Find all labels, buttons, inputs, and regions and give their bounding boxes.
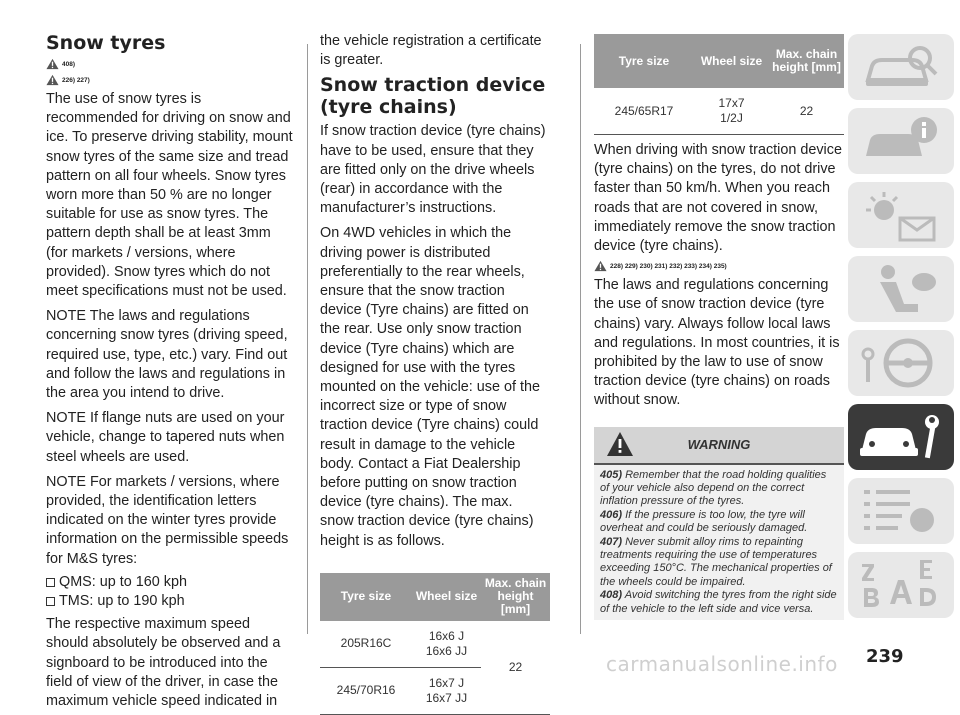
column-divider — [307, 44, 308, 634]
warning-number: 408) — [600, 589, 623, 602]
table-header-row — [594, 34, 844, 88]
watermark: carmanualsonline.info — [606, 652, 838, 676]
car-search-icon — [858, 40, 944, 94]
bullet-square-icon — [46, 578, 55, 587]
warning-item — [600, 536, 838, 590]
ref-numbers: 408) — [62, 60, 76, 68]
table-cell: 245/70R16 — [320, 667, 412, 714]
table-cell: 205R16C — [320, 621, 412, 668]
table-cell: 245/65R17 — [594, 88, 694, 135]
paragraph: The use of snow tyres is recommended for driving on snow and ice. To preserve driving stability, mount snow tyres of the same size and tread pattern on all four wheels. Snow tyres worn more than 50 % are no longer suitable for use as snow tyres. The pattern depth shall be at least 3mm (for markets / versions, where provided). Snow tyres which do not meet specifications must not be used. — [46, 91, 293, 300]
note: NOTE If flange nuts are used on your vehicle, change to tapered nuts when steel wheels are used. — [46, 410, 285, 465]
paragraph: When driving with snow traction device (tyre chains) on the tyres, do not drive faster than 50 km/h. When you reach roads that are not covered in snow, immediately remove the snow traction device (tyre chains). — [594, 142, 842, 255]
specifications-list-icon — [858, 484, 944, 538]
section-heading: Snow traction device (tyre chains) — [320, 74, 546, 119]
alphabet-index-icon — [858, 558, 944, 612]
steering-wheel-key-icon — [858, 336, 944, 390]
table-header: Tyre size — [594, 34, 694, 88]
list-item-text: QMS: up to 160 kph — [59, 573, 187, 590]
caution-refs — [594, 258, 844, 274]
chapter-tab-starting-driving[interactable] — [848, 330, 954, 396]
table-cell: 22 — [481, 621, 550, 715]
paragraph: the vehicle registration a certificate is greater. — [320, 33, 542, 69]
chapter-tab-car-info[interactable] — [848, 108, 954, 174]
chapter-tab-car-search[interactable] — [848, 34, 954, 100]
cell-line: 1/2J — [720, 111, 743, 125]
chapter-tab-index[interactable] — [848, 552, 954, 618]
caution-refs — [46, 72, 296, 88]
chapter-tab-in-an-emergency[interactable] — [848, 404, 954, 470]
page-number: 239 — [866, 646, 904, 667]
table-header: Wheel size — [412, 573, 481, 621]
warning-text: Remember that the road holding qualities of your vehicle also depend on the correct inflation pressure of the tyres. — [600, 468, 827, 508]
warning-triangle-icon — [46, 58, 59, 70]
warning-number: 406) — [600, 508, 623, 521]
warning-item — [600, 509, 838, 536]
chapter-tab-warning-lights[interactable] — [848, 182, 954, 248]
cell-line: 16x7 J — [428, 675, 465, 690]
list-item — [46, 592, 296, 611]
column-2 — [320, 32, 550, 715]
chapter-tab-servicing[interactable] — [848, 478, 954, 544]
list-item-text: TMS: up to 190 kph — [59, 593, 185, 610]
car-wrench-icon — [858, 410, 944, 464]
table-cell: 22 — [769, 88, 844, 135]
caution-triangle-icon — [594, 260, 607, 272]
ref-numbers: 226) 227) — [62, 76, 90, 84]
warning-number: 405) — [600, 468, 623, 481]
cell-line: 16x6 JJ — [425, 643, 468, 658]
cell-line: 16x7 JJ — [425, 690, 468, 705]
column-1 — [46, 32, 296, 711]
warning-text: If the pressure is too low, the tyre will overheat and could be seriously damaged. — [600, 508, 808, 535]
cell-line: 17x7 — [718, 96, 745, 110]
paragraph: On 4WD vehicles in which the driving power is distributed preferentially to the rear wheels, ensure that the snow traction device (Tyre chains) are fitted on the rear. Use only snow traction device (Tyre chains) which are designed for use with the tyres mounted on the vehicle: use of the incorrect size or type of snow traction device (Tyre chains) could result in damage to the vehicle body. Contact a Fiat Dealership before putting on snow traction device (tyre chains). The max. snow traction device (tyre chains) height is as follows. — [320, 225, 541, 549]
table-header: Tyre size — [320, 573, 412, 621]
table-header: Max. chain height [mm] — [481, 573, 550, 621]
warning-triangle-icon — [606, 431, 634, 457]
warning-box — [594, 427, 844, 620]
warning-number: 407) — [600, 535, 623, 548]
list-item — [46, 573, 296, 592]
table-header: Max. chain height [mm] — [769, 34, 844, 88]
cell-line: 16x6 J — [428, 628, 465, 643]
section-heading: Snow tyres — [46, 32, 166, 54]
warning-refs — [46, 56, 296, 72]
caution-triangle-icon — [46, 74, 59, 86]
table-row — [320, 621, 550, 668]
table-cell — [412, 667, 481, 714]
warning-item — [600, 469, 838, 509]
note: NOTE For markets / versions, where provided, the identification letters indicated on the winter tyres provide information on the permissible speeds for M&S tyres: — [46, 473, 289, 567]
table-cell — [412, 621, 481, 668]
warning-item — [600, 589, 838, 616]
warning-header — [594, 427, 844, 463]
paragraph: The laws and regulations concerning the use of snow traction device (tyre chains) vary. Always follow local laws and regulations. In most countries, it is prohibited by the law to use of snow traction device (tyre chains) on roads without snow. — [594, 277, 840, 409]
warning-title: WARNING — [687, 437, 751, 453]
table-row — [594, 88, 844, 135]
paragraph: If snow traction device (tyre chains) have to be used, ensure that they are fitted only on the drive wheels (rear) in accordance with the manufacturer’s instructions. — [320, 123, 546, 217]
seat-airbag-icon — [858, 262, 944, 316]
warning-body — [594, 463, 844, 620]
car-info-icon — [858, 114, 944, 168]
ref-numbers: 228) 229) 230) 231) 232) 233) 234) 235) — [610, 262, 727, 270]
warning-text: Avoid switching the tyres from the right side of the vehicle to the left side and vice versa. — [600, 589, 837, 615]
column-3 — [594, 34, 844, 620]
column-divider — [580, 44, 581, 634]
table-cell — [694, 88, 769, 135]
bullet-square-icon — [46, 597, 55, 606]
warning-text: Never submit alloy rims to repainting treatments requiring the use of temperatures exceeding 150°C. The mechanical properties of the wheels could be impaired. — [600, 535, 832, 588]
chain-height-table — [594, 34, 844, 135]
table-header: Wheel size — [694, 34, 769, 88]
warning-lights-icon — [858, 188, 944, 242]
table-header-row — [320, 573, 550, 621]
chapter-tab-safety[interactable] — [848, 256, 954, 322]
note: NOTE The laws and regulations concerning snow tyres (driving speed, required use, type, etc.) vary. Find out and follow the laws and regulations in the area you intend to drive. — [46, 308, 288, 402]
chain-height-table — [320, 573, 550, 715]
paragraph: The respective maximum speed should absolutely be observed and a signboard to be introduced into the field of view of the driver, in case the maximum vehicle speed indicated in — [46, 616, 281, 710]
